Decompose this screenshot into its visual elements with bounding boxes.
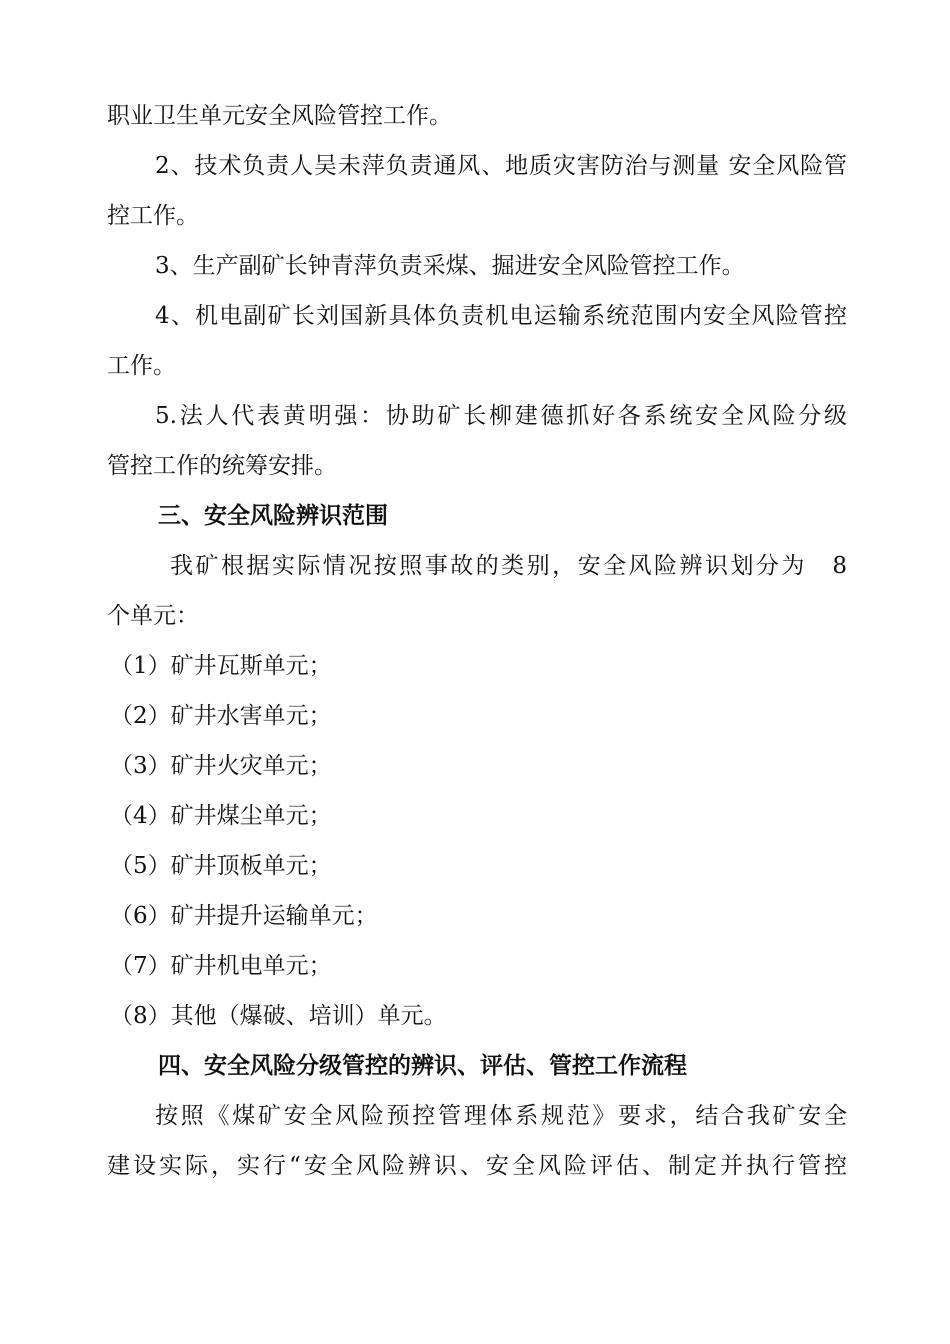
paragraph-line: 职业卫生单元安全风险管控工作。: [107, 103, 452, 129]
list-item: （2）矿井水害单元；: [110, 703, 332, 729]
paragraph-line: 我矿根据实际情况按照事故的类别，安全风险辨识划分为 8: [170, 553, 847, 579]
list-item: （5）矿井顶板单元；: [110, 853, 332, 879]
paragraph-line: 4、机电副矿长刘国新具体负责机电运输系统范围内安全风险管控: [155, 303, 847, 329]
paragraph-line: 建设实际，实行“安全风险辨识、安全风险评估、制定并执行管控: [107, 1153, 847, 1179]
paragraph-line: 管控工作的统筹安排。: [107, 453, 337, 479]
list-item: （7）矿井机电单元；: [110, 953, 332, 979]
paragraph-line: 5.法人代表黄明强：协助矿长柳建德抓好各系统安全风险分级: [155, 403, 847, 429]
paragraph-line: 控工作。: [107, 203, 199, 229]
paragraph-line: 工作。: [107, 353, 176, 379]
list-item: （1）矿井瓦斯单元；: [110, 653, 332, 679]
paragraph-line: 个单元：: [107, 603, 199, 629]
paragraph-line: 按照《煤矿安全风险预控管理体系规范》要求，结合我矿安全: [155, 1103, 847, 1129]
list-item: （6）矿井提升运输单元；: [110, 903, 378, 929]
list-item: （4）矿井煤尘单元；: [110, 803, 332, 829]
list-item: （8）其他（爆破、培训）单元。: [110, 1003, 447, 1029]
section-heading: 三、安全风险辨识范围: [158, 503, 388, 529]
list-item: （3）矿井火灾单元；: [110, 753, 332, 779]
paragraph-line: 3、生产副矿长钟青萍负责采煤、掘进安全风险管控工作。: [155, 253, 745, 279]
section-heading: 四、安全风险分级管控的辨识、评估、管控工作流程: [158, 1053, 687, 1079]
paragraph-line: 2、技术负责人吴未萍负责通风、地质灾害防治与测量 安全风险管: [155, 153, 847, 179]
